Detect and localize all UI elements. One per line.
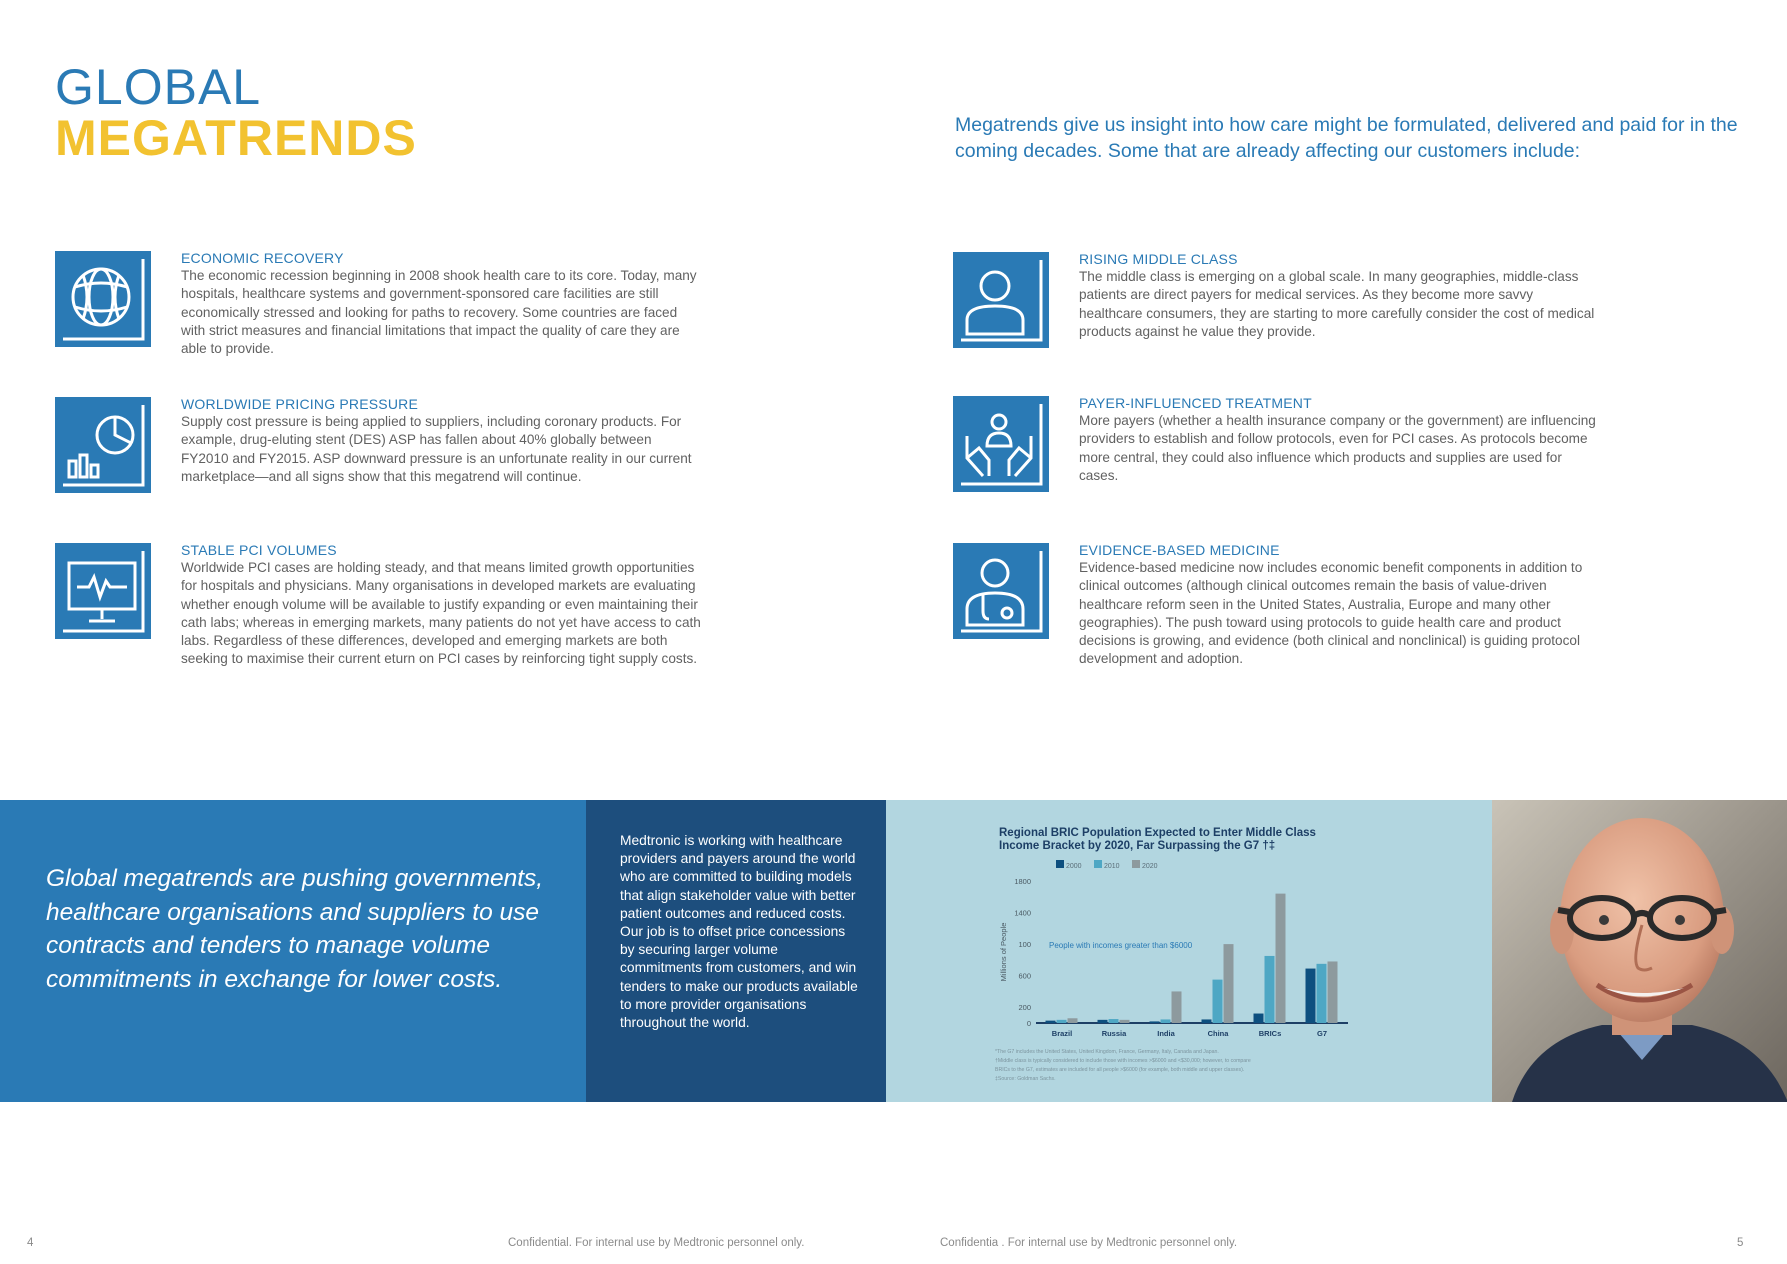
bar-china-2010 xyxy=(1213,980,1223,1023)
megatrend-body: Worldwide PCI cases are holding steady, and that means limited growth opportunities for hospitals and physicians. Many organisations in developed markets are evaluating whether enough volume will be available to justify expanding or even maintaining their cath labs; whereas in emerging markets, many patients do not yet have access to cath labs. Regardless of these differences, developed and emerging markets are both seeking to maximise their current eturn on PCI cases by reinforcing tight supply costs. xyxy=(181,560,701,667)
person-icon xyxy=(953,252,1049,348)
bar-brics-2010 xyxy=(1265,956,1275,1023)
legend-label: 2000 xyxy=(1066,863,1082,870)
y-tick-label: 0 xyxy=(1026,1019,1031,1028)
bar-g7-2020 xyxy=(1328,961,1338,1023)
chart-footnote: ‡Source: Goldman Sachs. xyxy=(995,1076,1056,1082)
confidential-note-left: Confidential. For internal use by Medtronic personnel only. xyxy=(508,1237,805,1249)
y-tick-label: 1800 xyxy=(1014,877,1031,886)
chart-footnote: *The G7 includes the United States, United Kingdom, France, Germany, Italy, Canada and Japan. xyxy=(995,1049,1219,1055)
bar-india-2010 xyxy=(1161,1019,1171,1023)
globe-icon xyxy=(55,251,151,347)
bric-chart xyxy=(886,800,1492,1102)
legend-swatch xyxy=(1132,860,1140,868)
page-title-line2: MEGATRENDS xyxy=(55,110,417,166)
legend-swatch xyxy=(1056,860,1064,868)
megatrend-body: More payers (whether a health insurance company or the government) are influencing providers to establish and follow protocols, even for PCI cases. As protocols become more central, they could also influence which products and supplies are used for cases. xyxy=(1079,413,1596,483)
bar-brics-2020 xyxy=(1276,894,1286,1023)
pull-quote: Global megatrends are pushing governments, healthcare organisations and suppliers to use contracts and tenders to manage volume commitments in exchange for lower costs. xyxy=(46,865,544,993)
confidential-note-right: Confidentia . For internal use by Medtronic personnel only. xyxy=(940,1237,1238,1249)
doctor-icon xyxy=(953,543,1049,639)
hands-person-icon xyxy=(953,396,1049,492)
y-axis-label: Millions of People xyxy=(999,922,1008,982)
megatrend-body: Evidence-based medicine now includes economic benefit components in addition to clinical outcomes (although clinical outcomes remain the basis of value-driven healthcare reform seen in the United States, Australia, Europe and many other geographies). The push toward using protocols to guide health care and product decisions is growing, and evidence (both clinical and nonclinical) is guiding protocol development and adoption. xyxy=(1079,560,1583,667)
chart-title: Income Bracket by 2020, Far Surpassing the G7 †‡ xyxy=(999,840,1276,852)
bar-russia-2000 xyxy=(1098,1020,1108,1023)
page-number-right: 5 xyxy=(1737,1237,1744,1249)
megatrend-body: The economic recession beginning in 2008 shook health care to its core. Today, many hospitals, healthcare systems and government-sponsored care facilities are still economically stressed and looking for paths to recovery. Some countries are faced with strict measures and financial limitations that impact the quality of care they are able to provide. xyxy=(181,268,697,357)
bar-india-2000 xyxy=(1150,1021,1160,1023)
megatrend-heading: WORLDWIDE PRICING PRESSURE xyxy=(181,396,418,412)
legend-label: 2020 xyxy=(1142,863,1158,870)
x-tick-label: India xyxy=(1157,1029,1175,1038)
megatrend-heading: RISING MIDDLE CLASS xyxy=(1079,251,1238,267)
heart-monitor-icon xyxy=(55,543,151,639)
bar-brazil-2000 xyxy=(1046,1021,1056,1023)
bar-g7-2010 xyxy=(1317,964,1327,1023)
bar-china-2020 xyxy=(1224,944,1234,1023)
x-tick-label: BRICs xyxy=(1258,1029,1282,1038)
bar-g7-2000 xyxy=(1306,969,1316,1023)
bar-brazil-2020 xyxy=(1068,1018,1078,1023)
bar-brazil-2010 xyxy=(1057,1020,1067,1023)
chart-title: Regional BRIC Population Expected to Enter Middle Class xyxy=(999,827,1316,839)
bar-china-2000 xyxy=(1202,1019,1212,1023)
megatrend-heading: EVIDENCE-BASED MEDICINE xyxy=(1079,542,1280,558)
bar-russia-2010 xyxy=(1109,1019,1119,1023)
pie-chart-icon xyxy=(55,397,151,493)
chart-footnote: BRICs to the G7, estimates are included for all people >$6000 (for example, both middle and upper classes). xyxy=(995,1067,1245,1073)
y-tick-label: 100 xyxy=(1018,940,1031,950)
medtronic-statement: Medtronic is working with healthcare providers and payers around the world who are committed to building models that align stakeholder value with better patient outcomes and reduced costs. Our job is to offset price concessions by securing larger volume commitments from customers, and win tenders to make our products available to more provider organisations throughout the world. xyxy=(620,833,858,1031)
portrait-photo xyxy=(1492,800,1787,1102)
x-tick-label: China xyxy=(1207,1029,1229,1038)
bar-brics-2000 xyxy=(1254,1014,1264,1023)
y-tick-label: 1400 xyxy=(1014,908,1031,918)
bar-india-2020 xyxy=(1172,991,1182,1023)
x-tick-label: G7 xyxy=(1316,1029,1328,1038)
megatrend-heading: ECONOMIC RECOVERY xyxy=(181,250,344,266)
x-tick-label: Brazil xyxy=(1051,1029,1073,1038)
chart-annotation: People with incomes greater than $6000 xyxy=(1049,941,1193,950)
intro-text: Megatrends give us insight into how care might be formulated, delivered and paid for in the coming decades. Some that are already affecting our customers include: xyxy=(955,114,1738,162)
chart-panel xyxy=(886,800,1492,1102)
megatrend-body: Supply cost pressure is being applied to suppliers, including coronary products. For example, drug-eluting stent (DES) ASP has fallen about 40% globally between FY2010 and FY2015. ASP downward pressure is an unfortunate reality in our current marketplace—and all signs show that this megatrend will continue. xyxy=(181,414,692,484)
y-tick-label: 200 xyxy=(1018,1003,1031,1013)
legend-swatch xyxy=(1094,860,1102,868)
legend-label: 2010 xyxy=(1104,863,1120,870)
page-number-left: 4 xyxy=(27,1237,34,1249)
megatrend-heading: PAYER-INFLUENCED TREATMENT xyxy=(1079,395,1312,411)
page-title-line1: GLOBAL xyxy=(55,59,262,115)
megatrend-body: The middle class is emerging on a global scale. In many geographies, middle-class patients are direct payers for medical services. As they become more savvy healthcare consumers, they are starting to more carefully consider the cost of medical products against he value they provide. xyxy=(1079,269,1595,339)
megatrend-heading: STABLE PCI VOLUMES xyxy=(181,542,337,558)
x-tick-label: Russia xyxy=(1101,1029,1127,1038)
chart-footnote: †Middle class is typically considered to include those with incomes >$6000 and <$30,000; however, to compare xyxy=(995,1058,1251,1064)
y-tick-label: 600 xyxy=(1018,971,1031,981)
bar-russia-2020 xyxy=(1120,1020,1130,1023)
